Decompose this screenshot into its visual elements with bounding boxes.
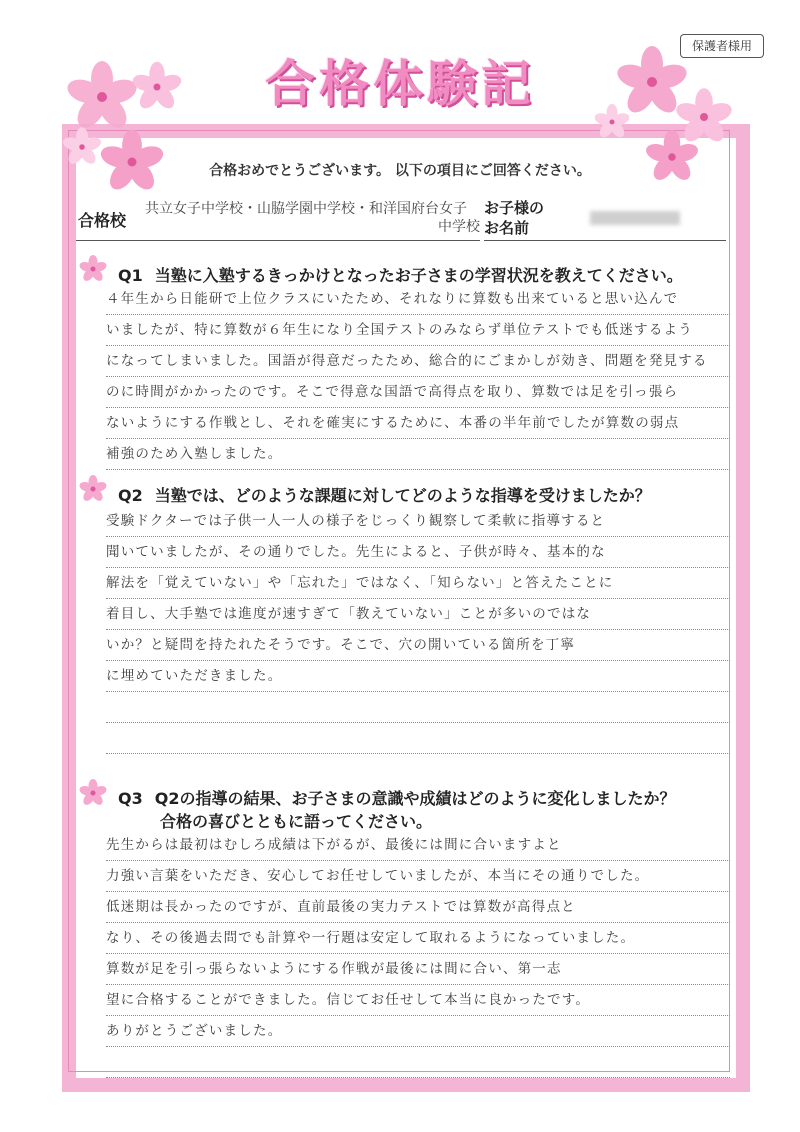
answer-2	[106, 506, 730, 754]
parent-badge: 保護者様用	[680, 34, 764, 58]
answer-line: になってしまいました。国語が得意だったため、総合的にごまかしが効き、問題を発見する	[106, 346, 730, 377]
intro-text: 合格おめでとうございます。 以下の項目にご回答ください。	[209, 163, 591, 179]
answer-line	[106, 692, 730, 723]
answer-line: なり、その後過去問でも計算や一行題は安定して取れるようになっていました。	[106, 923, 730, 954]
answer-line: 先生からは最初はむしろ成績は下がるが、最後には間に合いますよと	[106, 830, 730, 861]
answer-line	[106, 1047, 730, 1078]
question-1: Q1 当塾に入塾するきっかけとなったお子さまの学習状況を教えてください。	[118, 266, 683, 285]
answer-line: 補強のため入塾しました。	[106, 439, 730, 470]
question-2: Q2 当塾では、どのような課題に対してどのような指導を受けましたか？	[118, 486, 651, 505]
answer-line: いか？と疑問を持たれたそうです。そこで、穴の開いている箇所を丁寧	[106, 630, 730, 661]
answer-line: 算数が足を引っ張らないようにする作戦が最後には間に合い、第一志	[106, 954, 730, 985]
answer-line: 解法を「覚えていない」や「忘れた」ではなく、「知らない」と答えたことに	[106, 568, 730, 599]
answer-line: ４年生から日能研で上位クラスにいたため、それなりに算数も出来ていると思い込んで	[106, 284, 730, 315]
answer-line: 低迷期は長かったのですが、直前最後の実力テストでは算数が高得点と	[106, 892, 730, 923]
answer-3	[106, 830, 730, 1078]
answer-line: ないようにする作戦とし、それを確実にするために、本番の半年前でしたが算数の弱点	[106, 408, 730, 439]
question-3: Q3 Q2の指導の結果、お子さまの意識や成績はどのように変化しましたか？ 合格の喜びとともに語ってください。	[118, 789, 676, 831]
answer-line: いましたが、特に算数が６年生になり全国テストのみならず単位テストでも低迷するよう	[106, 315, 730, 346]
answer-line: のに時間がかかったのです。そこで得意な国語で高得点を取り、算数では足を引っ張ら	[106, 377, 730, 408]
answer-line: 望に合格することができました。信じてお任せして本当に良かったです。	[106, 985, 730, 1016]
answer-line: に埋めていただきました。	[106, 661, 730, 692]
answer-line: 着目し、大手塾では進度が速すぎて「教えていない」ことが多いのではな	[106, 599, 730, 630]
child-name-label: お子様の お名前	[484, 199, 545, 237]
answer-line: ありがとうございました。	[106, 1016, 730, 1047]
child-name-redacted	[590, 211, 680, 225]
school-label: 合格校	[78, 211, 127, 230]
answer-1	[106, 284, 730, 470]
answer-line: 力強い言葉をいただき、安心してお任せしていましたが、本当にその通りでした。	[106, 861, 730, 892]
school-value: 共立女子中学校・山脇学園中学校・和洋国府台女子 中学校	[145, 201, 480, 235]
answer-line: 受験ドクターでは子供一人一人の様子をじっくり観察して柔軟に指導すると	[106, 506, 730, 537]
answer-line: 聞いていましたが、その通りでした。先生によると、子供が時々、基本的な	[106, 537, 730, 568]
answer-line	[106, 723, 730, 754]
page-title: 合格体験記	[265, 55, 535, 113]
